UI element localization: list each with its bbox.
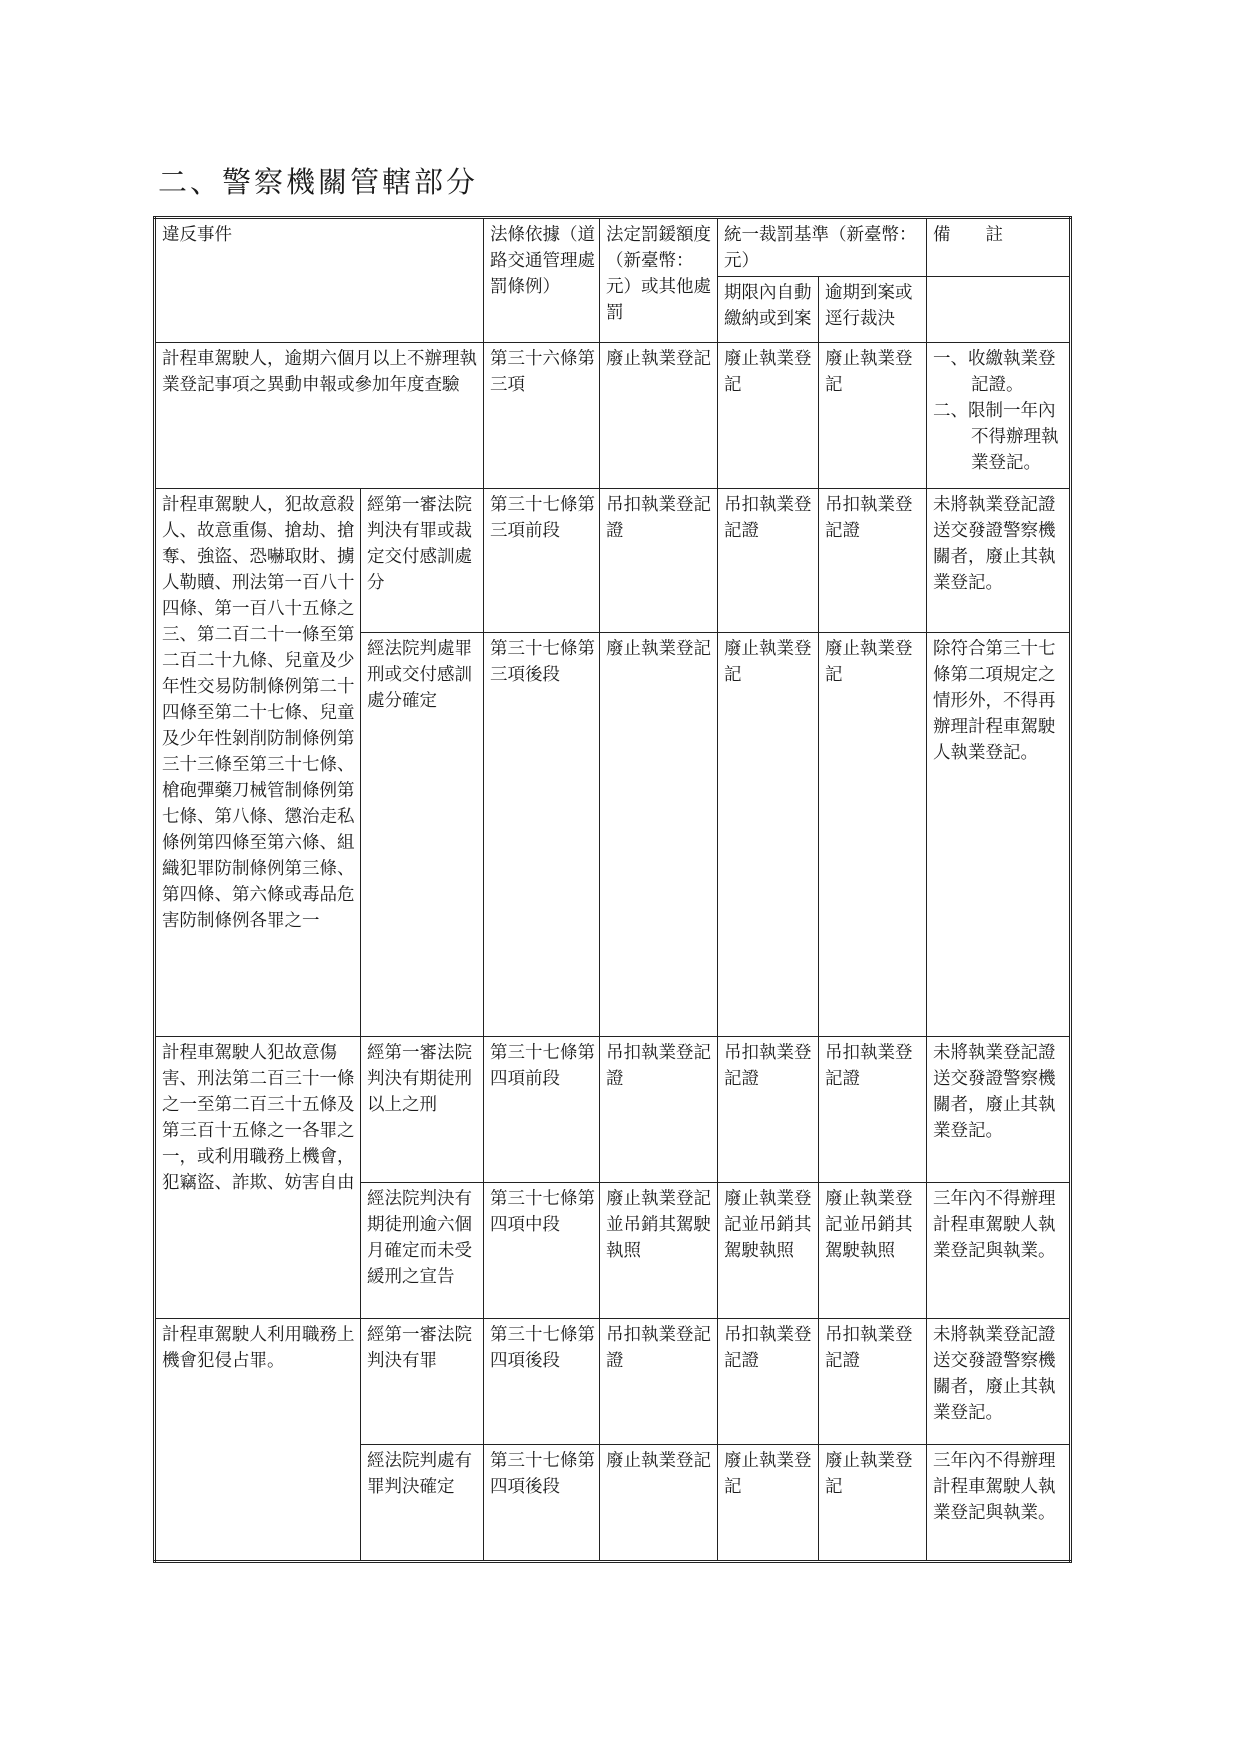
r2b-within: 廢止執業登記 [718,633,819,1037]
r4b-condition: 經法院判處有罪判決確定 [361,1445,484,1562]
r1-note-1: 一、收繳執業登記證。 [933,349,1056,395]
header-remarks-blank [927,277,1071,343]
r3a-basis: 第三十七條第四項前段 [484,1037,600,1183]
r1-penalty: 廢止執業登記 [600,343,718,489]
r1-within: 廢止執業登記 [718,343,819,489]
header-overdue: 逾期到案或逕行裁決 [819,277,927,343]
r3a-overdue: 吊扣執業登記證 [819,1037,927,1183]
r1-event: 計程車駕駛人，逾期六個月以上不辦理執業登記事項之異動申報或參加年度查驗 [155,343,484,489]
table-row [155,343,1071,489]
r3b-note: 三年內不得辦理計程車駕駛人執業登記與執業。 [927,1183,1071,1319]
r4a-within: 吊扣執業登記證 [718,1319,819,1445]
r2a-overdue: 吊扣執業登記證 [819,489,927,633]
header-row [155,218,1071,277]
header-within-deadline: 期限內自動繳納或到案 [718,277,819,343]
table-row [155,489,1071,633]
r2b-penalty: 廢止執業登記 [600,633,718,1037]
r1-overdue: 廢止執業登記 [819,343,927,489]
r4b-basis: 第三十七條第四項後段 [484,1445,600,1562]
r4b-within: 廢止執業登記 [718,1445,819,1562]
r1-note-2: 二、限制一年內不得辦理執業登記。 [933,401,1059,473]
r2-event: 計程車駕駛人，犯故意殺人、故意重傷、搶劫、搶奪、強盜、恐嚇取財、擄人勒贖、刑法第一百八十四條、第一百八十五條之三、第二百二十一條至第二百二十九條、兒童及少年性交易防制條例第二十四條至第二十七條、兒童及少年性剝削防制條例第三十三條至第三十七條、槍砲彈藥刀械管制條例第七條、第八條、懲治走私條例第四條至第六條、組織犯罪防制條例第三條、第四條、第六條或毒品危害防制條例各罪之一 [155,489,361,1037]
penalty-table [153,216,1072,1563]
r3b-penalty: 廢止執業登記並吊銷其駕駛執照 [600,1183,718,1319]
r1-basis: 第三十六條第三項 [484,343,600,489]
r1-notes [927,343,1071,489]
r4a-basis: 第三十七條第四項後段 [484,1319,600,1445]
r3b-basis: 第三十七條第四項中段 [484,1183,600,1319]
r2a-penalty: 吊扣執業登記證 [600,489,718,633]
table-row [155,1037,1071,1183]
r3b-overdue: 廢止執業登記並吊銷其駕駛執照 [819,1183,927,1319]
header-remarks: 備 註 [927,218,1071,277]
header-legal-basis: 法條依據（道路交通管理處罰條例） [484,218,600,343]
r3a-within: 吊扣執業登記證 [718,1037,819,1183]
r3b-within: 廢止執業登記並吊銷其駕駛執照 [718,1183,819,1319]
r4a-condition: 經第一審法院判決有罪 [361,1319,484,1445]
r4b-overdue: 廢止執業登記 [819,1445,927,1562]
header-statutory-penalty: 法定罰鍰額度（新臺幣：元）或其他處罰 [600,218,718,343]
r2a-within: 吊扣執業登記證 [718,489,819,633]
r2a-basis: 第三十七條第三項前段 [484,489,600,633]
r4b-penalty: 廢止執業登記 [600,1445,718,1562]
r3-event: 計程車駕駛人犯故意傷害、刑法第二百三十一條之一至第二百三十五條及第三百十五條之一各罪之一，或利用職務上機會，犯竊盜、詐欺、妨害自由 [155,1037,361,1319]
r2a-note: 未將執業登記證送交發證警察機關者，廢止其執業登記。 [927,489,1071,633]
r3a-condition: 經第一審法院判決有期徒刑以上之刑 [361,1037,484,1183]
header-violation: 違反事件 [155,218,484,343]
page-title: 二、警察機關管轄部分 [158,165,479,199]
r2b-overdue: 廢止執業登記 [819,633,927,1037]
r3b-condition: 經法院判決有期徒刑逾六個月確定而未受緩刑之宣告 [361,1183,484,1319]
r3a-note: 未將執業登記證送交發證警察機關者，廢止其執業登記。 [927,1037,1071,1183]
r2b-condition: 經法院判處罪刑或交付感訓處分確定 [361,633,484,1037]
r4b-note: 三年內不得辦理計程車駕駛人執業登記與執業。 [927,1445,1071,1562]
r2b-basis: 第三十七條第三項後段 [484,633,600,1037]
r2b-note: 除符合第三十七條第二項規定之情形外，不得再辦理計程車駕駛人執業登記。 [927,633,1071,1037]
r4-event: 計程車駕駛人利用職務上機會犯侵占罪。 [155,1319,361,1562]
r2a-condition: 經第一審法院判決有罪或裁定交付感訓處分 [361,489,484,633]
header-uniform-standard: 統一裁罰基準（新臺幣：元） [718,218,927,277]
r4a-overdue: 吊扣執業登記證 [819,1319,927,1445]
r4a-note: 未將執業登記證送交發證警察機關者，廢止其執業登記。 [927,1319,1071,1445]
table-row [155,1319,1071,1445]
r3a-penalty: 吊扣執業登記證 [600,1037,718,1183]
r4a-penalty: 吊扣執業登記證 [600,1319,718,1445]
